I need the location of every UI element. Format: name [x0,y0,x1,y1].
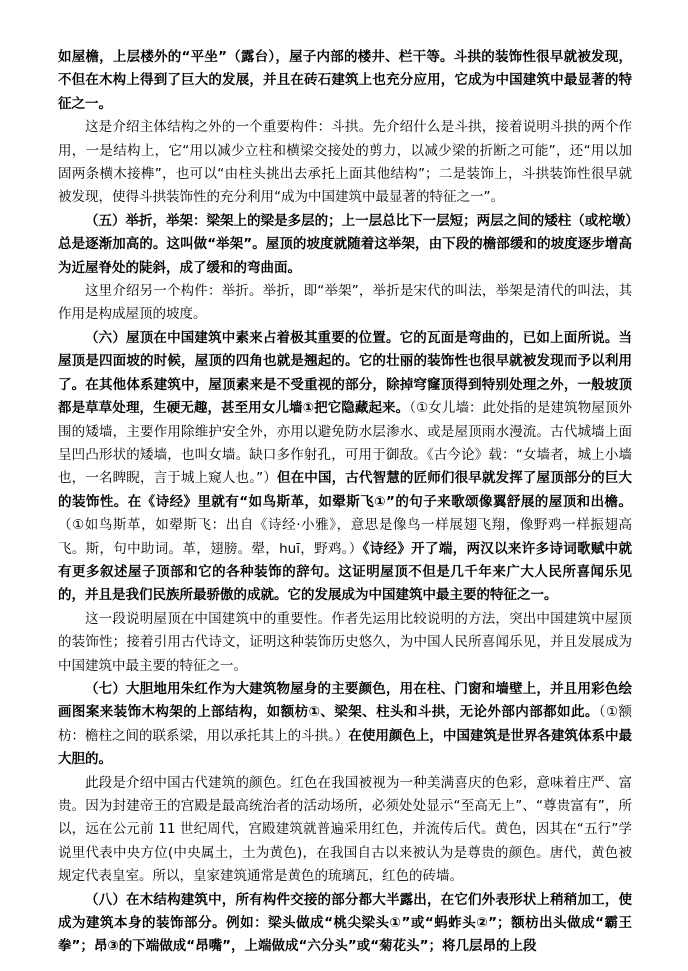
paragraph-text: 这一段说明屋顶在中国建筑中的重要性。作者先运用比较说明的方法，突出中国建筑中屋顶的装饰性；接着引用古代诗文，证明这种装饰历史悠久，为中国人民所喜闻乐见，并且发展成为中国建筑中最主要的特征之一。 [58,610,632,674]
paragraph-text: （八）在木结构建筑中，所有构件交接的部分都大半露出，在它们外表形状上稍稍加工，使成为建筑本身的装饰部分。例如：梁头做成“桃尖梁头①”或“蚂蚱头②”；额枋出头做成“霸王拳”；昂③的下端做成“昂嘴”，上端做成“六分头”或“菊花头”；将几层昂的上段 [58,891,632,955]
footnote-inline: （①如鸟斯革，如翚斯飞：出自《诗经·小雅》，意思是像鸟一样展翅飞翔，像野鸡一样振翅高飞。斯，句中助词。革，翅膀。翚，huī，野鸡。） [58,517,632,557]
main-text-paragraph [58,678,632,772]
paragraph-text: 此段是介绍中国古代建筑的颜色。红色在我国被视为一种美满喜庆的色彩，意味着庄严、富贵。因为封建帝王的宫殿是最高统治者的活动场所，必须处处显示“至高无上”、“尊贵富有”，所以，远在公元前 11 世纪周代，宫殿建筑就普遍采用红色，并流传后代。黄色，因其在“五行”学说里代表中央方位(中央属土，土为黄色)，在我国自古以来被认为是尊贵的颜色。唐代，黄色被规定代表皇室。所以，皇家建筑通常是黄色的琉璃瓦，红色的砖墙。 [58,774,632,885]
commentary-paragraph [58,608,632,678]
footnote-inline: （①女儿墙：此处指的是建筑物屋顶外围的矮墙，主要作用除维护安全外，亦用以避免防水层渗水、或是屋顶雨水漫流。古代城墙上面呈凹凸形状的矮墙，也叫女墙。缺口多作射孔，可用于御敌。《古今论》载：“女墙者，城上小墙也，一名睥睨，言于城上窥人也。”） [58,400,632,487]
paragraph-text: 这是介绍主体结构之外的一个重要构件：斗拱。先介绍什么是斗拱，接着说明斗拱的两个作用，一是结构上，它“用以减少立柱和横梁交接处的剪力，以减少梁的折断之可能”，还“用以加固两条横木接榫”，也可以“由柱头挑出去承托上面其他结构”；二是装饰上，斗拱装饰性很早就被发现，使得斗拱装饰性的充分利用“成为中国建筑中最显著的特征之一”。 [58,119,632,206]
commentary-paragraph [58,772,632,889]
paragraph-text: （七）大胆地用朱红作为大建筑物屋身的主要颜色，用在柱、门窗和墙壁上，并且用彩色绘画图案来装饰木构架的上部结构，如额枋①、梁架、柱头和斗拱，无论外部内部都如此。 [58,680,632,721]
paragraph-text: （六）屋顶在中国建筑中素来占着极其重要的位置。它的瓦面是弯曲的，已如上面所说。当屋顶是四面坡的时候，屋顶的四角也就是翘起的。它的壮丽的装饰性也很早就被发现而予以利用了。在其他体系建筑中，屋顶素来是不受重视的部分，除掉穹窿顶得到特别处理之外，一般坡顶都是草草处理，生硬无趣，甚至用女儿墙①把它隐藏起来。 [58,329,632,417]
footnote-inline: （①额枋：檐柱之间的联系梁，用以承托其上的斗拱。） [58,704,632,744]
paragraph-text: 《诗经》开了端，两汉以来许多诗词歌赋中就有更多叙述屋子顶部和它的各种装饰的辞句。这证明屋顶不但是几千年来广大人民所喜闻乐见的，并且是我们民族所最骄傲的成就。它的发展成为中国建筑中最主要的特征之一。 [58,540,632,604]
main-text-paragraph [58,210,632,280]
paragraph-text: 如屋檐，上层楼外的“平坐”（露台），屋子内部的楼井、栏干等。斗拱的装饰性很早就被发现，不但在木构上得到了巨大的发展，并且在砖石建筑上也充分应用，它成为中国建筑中最显著的特征之一。 [58,49,632,112]
paragraph-text: 在使用颜色上，中国建筑是世界各建筑体系中最大胆的。 [58,727,633,768]
main-text-paragraph [58,46,632,116]
paragraph-text: 这里介绍另一个构件：举折。举折，即“举架”，举折是宋代的叫法，举架是清代的叫法，其作用是构成屋顶的坡度。 [58,283,632,323]
main-text-paragraph [58,327,632,608]
paragraph-text: 但在中国，古代智慧的匠师们很早就发挥了屋顶部分的巨大的装饰性。在《诗经》里就有“如鸟斯革，如翚斯飞①”的句子来歌颂像翼舒展的屋顶和出檐。 [58,470,633,510]
main-text-paragraph [58,889,632,959]
paragraph-text: （五）举折，举架：梁架上的梁是多层的；上一层总比下一层短；两层之间的矮柱（或柁墩）总是逐渐加高的。这叫做“举架”。屋顶的坡度就随着这举架，由下段的檐部缓和的坡度逐步增高为近屋脊处的陡斜，成了缓和的弯曲面。 [58,212,632,276]
commentary-paragraph [58,116,632,210]
commentary-paragraph [58,280,632,327]
